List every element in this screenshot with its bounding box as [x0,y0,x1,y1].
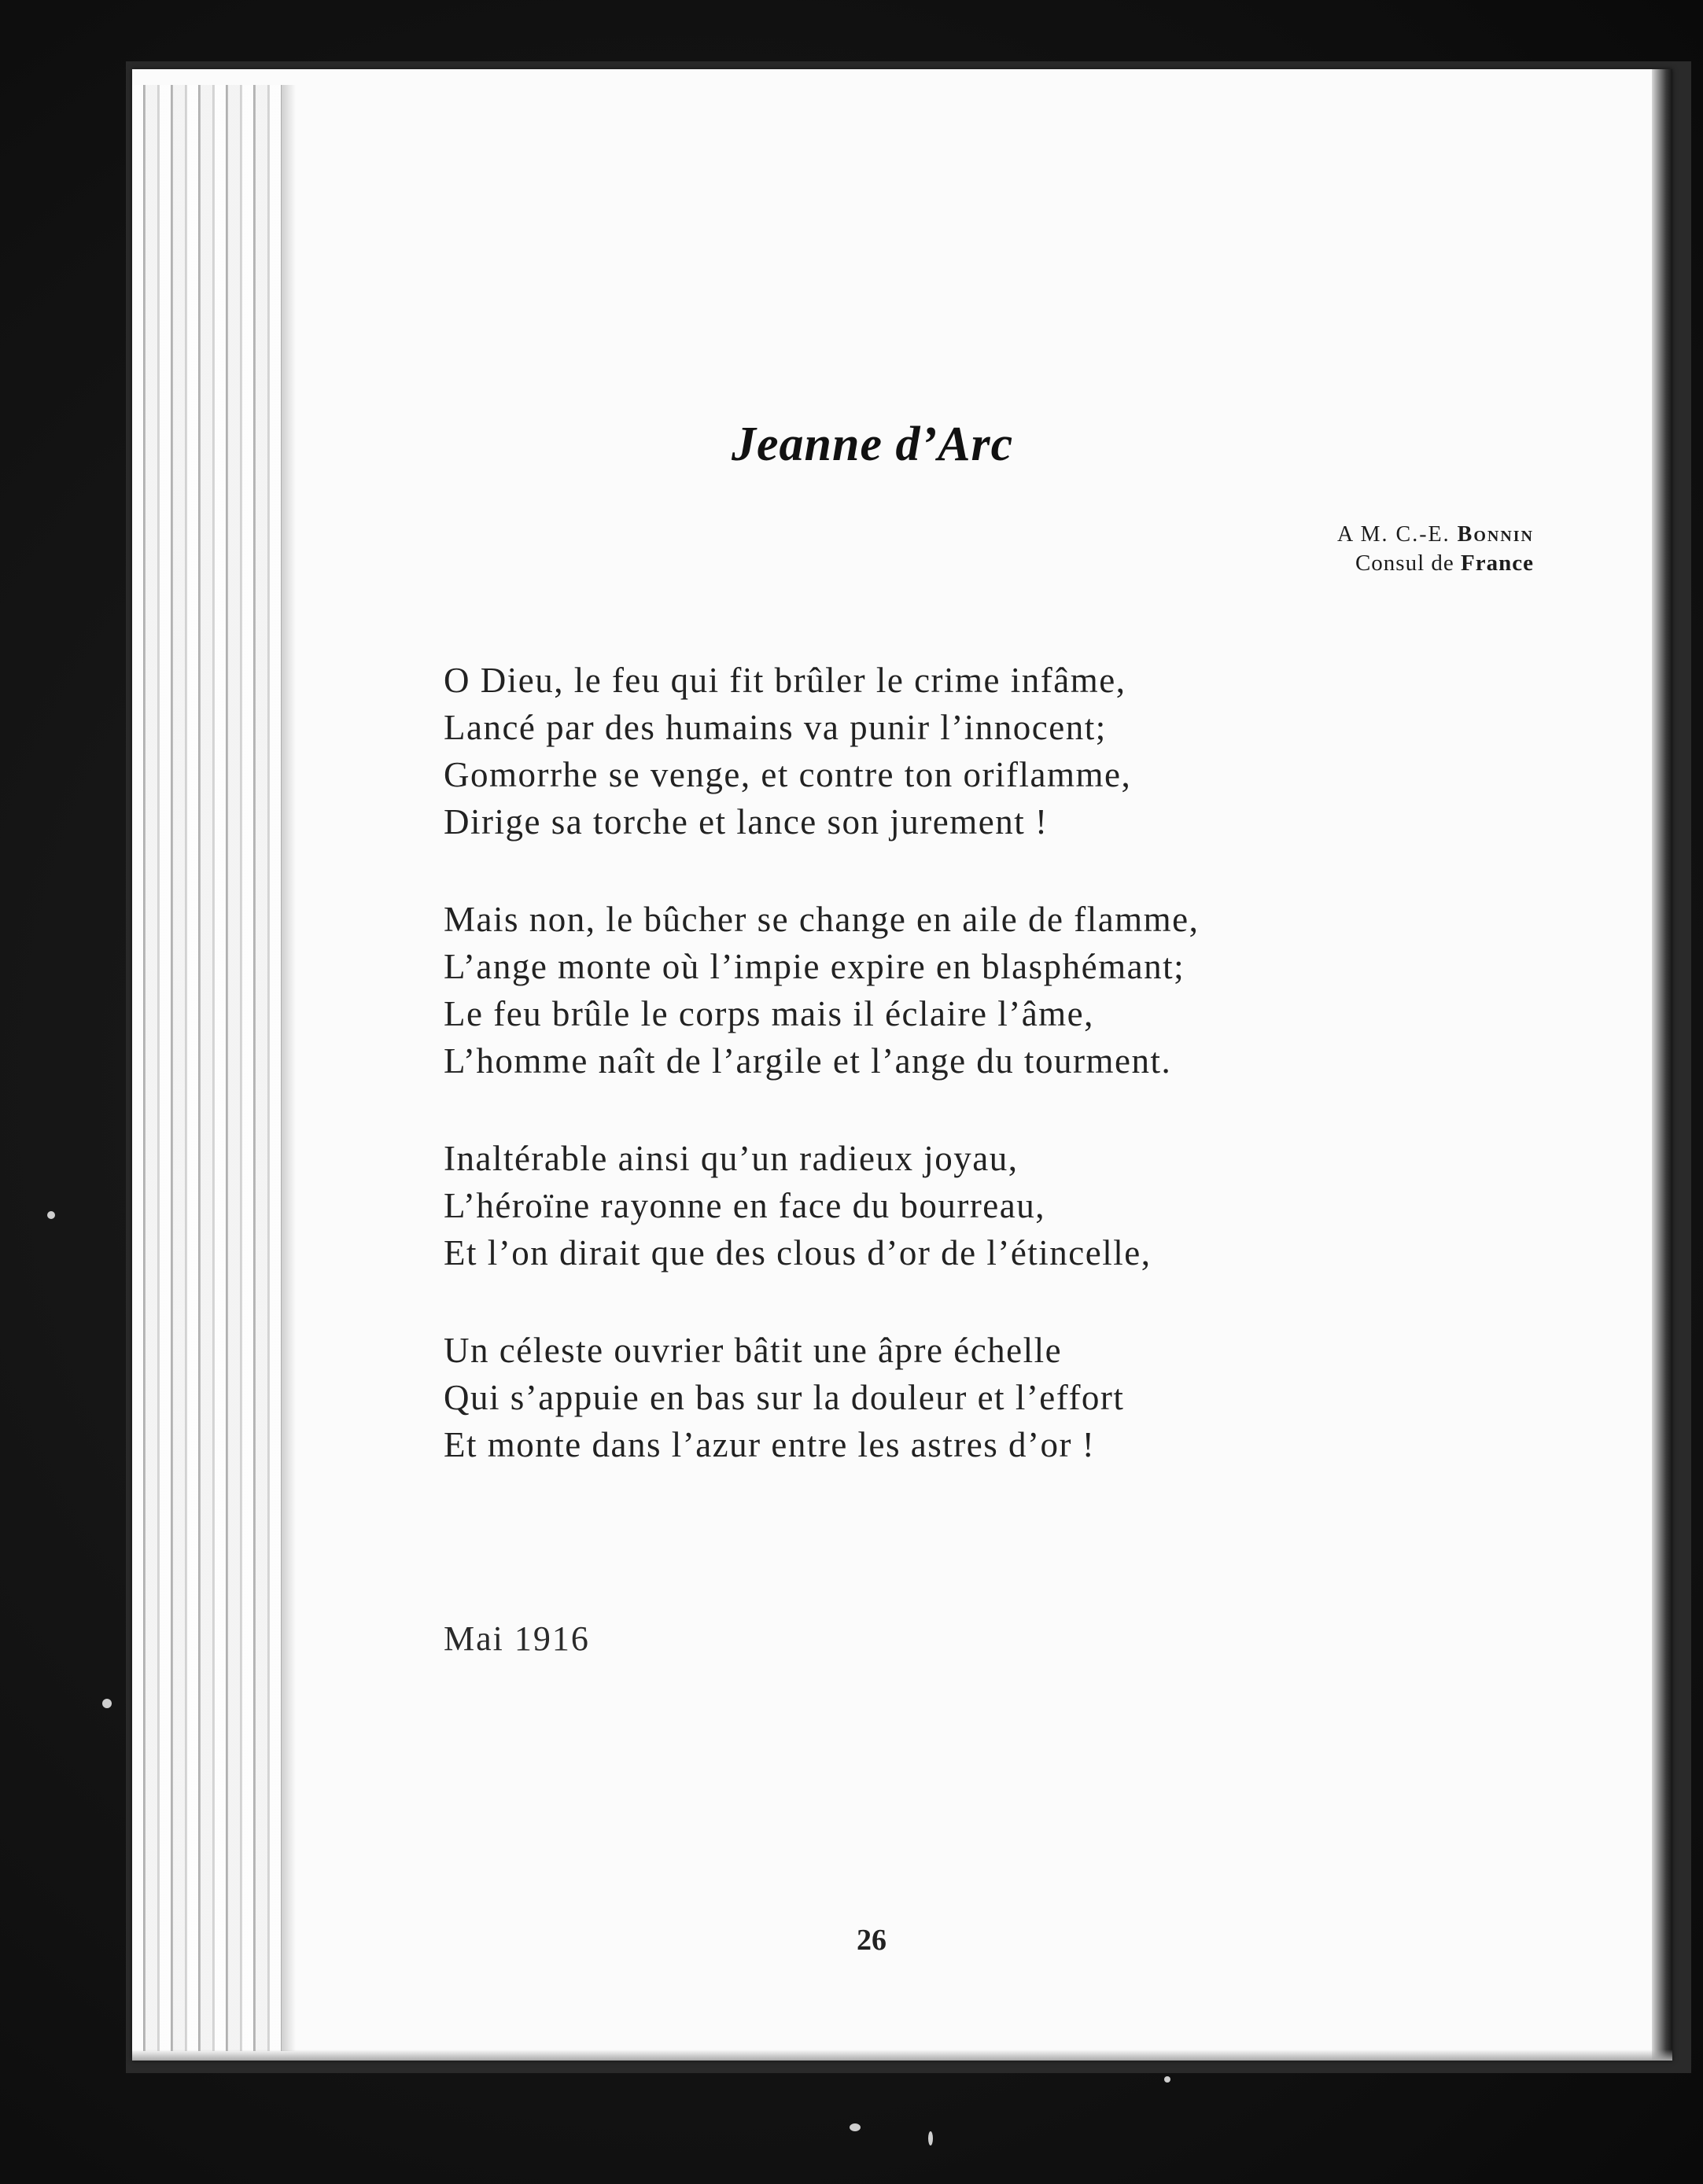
poem-body [444,657,1427,1519]
verse-line: Qui s’appuie en bas sur la douleur et l’effort [444,1378,1125,1417]
stanza [444,1327,1427,1468]
verse-line: Lancé par des humains va punir l’innocent; [444,708,1107,747]
verse-line: Un céleste ouvrier bâtit une âpre échelle [444,1331,1063,1370]
stanza [444,896,1427,1085]
verse-line: Le feu brûle le corps mais il éclaire l’âme, [444,994,1094,1033]
page-bottom-edge [132,2050,1672,2061]
dedication-line-recipient [983,521,1534,549]
verse-line: Mais non, le bûcher se change en aile de flamme, [444,900,1200,939]
dedication-name: Bonnin [1457,522,1534,547]
dedication-country: France [1461,551,1534,576]
stanza [444,1135,1427,1276]
film-speck [47,1211,55,1219]
film-speck [102,1699,112,1708]
film-speck [1164,2076,1170,2083]
page-edge-shadow [282,85,296,2051]
binding-shadow [1652,69,1672,2061]
poem-title: Jeanne d’Arc [732,418,1014,471]
page-number: 26 [857,1924,887,1957]
verse-line: L’ange monte où l’impie expire en blasphémant; [444,947,1185,986]
dedication [983,521,1534,577]
verse-line: Gomorrhe se venge, et contre ton oriflamme, [444,755,1132,794]
stacked-page-edges [132,85,282,2051]
verse-line: Inaltérable ainsi qu’un radieux joyau, [444,1139,1019,1178]
verse-line: Et l’on dirait que des clous d’or de l’étincelle, [444,1233,1152,1272]
verse-line: L’homme naît de l’argile et l’ange du tourment. [444,1041,1172,1081]
dedication-prefix: A M. C.-E. [1336,522,1458,547]
film-speck [850,2123,861,2131]
verse-line: L’héroïne rayonne en face du bourreau, [444,1186,1046,1225]
verse-line: O Dieu, le feu qui fit brûler le crime infâme, [444,661,1126,700]
dedication-line-title [983,549,1534,577]
stanza [444,657,1427,845]
verse-line: Et monte dans l’azur entre les astres d’or ! [444,1425,1096,1464]
verse-line: Dirige sa torche et lance son jurement ! [444,802,1049,842]
dedication-role: Consul de [1355,551,1462,576]
film-speck [928,2131,933,2145]
poem-date: Mai 1916 [444,1619,590,1658]
